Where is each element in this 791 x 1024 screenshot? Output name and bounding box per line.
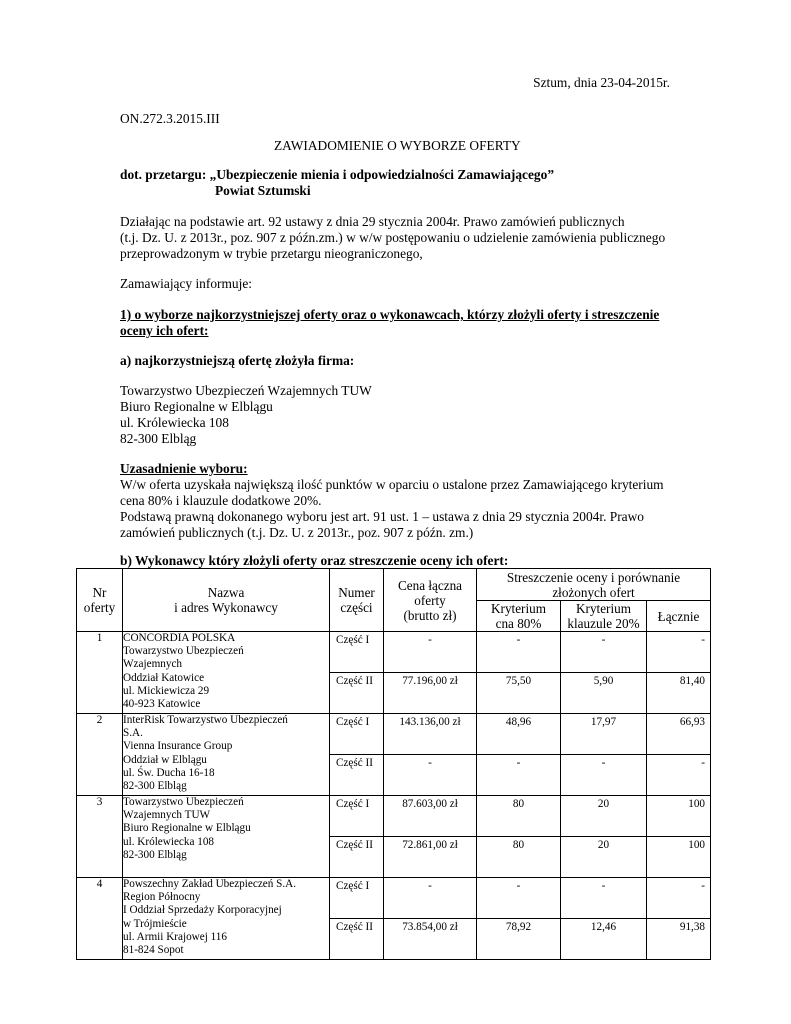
contractor-line: 82-300 Elbląg: [123, 848, 187, 861]
score-price: 78,92: [505, 921, 532, 933]
header-nr-line-2: oferty: [83, 600, 116, 615]
intro-line-1: Działając na podstawie art. 92 ustawy z dnia 29 stycznia 2004r. Prawo zamówień publicznych: [120, 214, 625, 229]
part-number: Część I: [336, 798, 370, 810]
contractor-line: Towarzystwo Ubezpieczeń: [123, 645, 244, 658]
justification-line: zamówień publicznych (t.j. Dz. U. z 2013r., poz. 907 z późn. zm.): [120, 525, 474, 540]
intro-line-3: przeprowadzonym w trybie przetargu nieograniczonego,: [120, 246, 423, 261]
offer-price: 143.136,00 zł: [399, 716, 461, 728]
contractor-line: w Trójmieście: [123, 917, 187, 930]
offer-price: 77.196,00 zł: [402, 675, 458, 687]
reference-number: ON.272.3.2015.III: [120, 111, 220, 126]
contractor-line: Oddział Katowice: [123, 671, 205, 684]
header-crit1-line-1: Kryterium: [491, 601, 546, 616]
offer-price: -: [428, 757, 432, 769]
header-price-line-1: Cena łączna: [397, 577, 463, 593]
contractor-line: 82-300 Elbląg: [123, 780, 187, 793]
part-number: Część I: [336, 634, 370, 646]
section-1-heading-line-1: 1) o wyborze najkorzystniejszej oferty oraz o wykonawcach, którzy złożyli oferty i streszczenie: [120, 307, 660, 322]
informs-text: Zamawiający informuje:: [120, 276, 252, 291]
header-part-number: [330, 569, 384, 632]
contractor-line: InterRisk Towarzystwo Ubezpieczeń: [123, 714, 288, 726]
contractor-line: Biuro Regionalne w Elblągu: [123, 822, 251, 835]
offer-price: -: [428, 880, 432, 892]
justification-line: W/w oferta uzyskała największą ilość punktów w oparciu o ustalone przez Zamawiającego kryterium: [120, 477, 664, 492]
contractor-line: Oddział w Elblągu: [123, 753, 207, 766]
score-price: 75,50: [505, 675, 532, 687]
header-contractor-name: [123, 569, 330, 632]
winner-address-line: ul. Królewiecka 108: [120, 415, 229, 430]
score-total: 81,40: [679, 675, 706, 687]
header-evaluation-summary: [477, 569, 711, 601]
score-total: -: [701, 634, 706, 646]
score-clauses: 20: [597, 798, 610, 810]
contractor-line: 81-824 Sopot: [123, 944, 184, 957]
contractor-line: Region Północny: [123, 891, 201, 904]
header-criterion-price: [477, 601, 561, 632]
contractor-line: Wzajemnych: [123, 658, 183, 671]
header-crit1-line-2: cna 80%: [495, 616, 542, 631]
contractor-line: CONCORDIA POLSKA: [123, 632, 236, 644]
part-number: Część I: [336, 880, 370, 892]
winner-address-line: 82-300 Elbląg: [120, 431, 197, 446]
header-summary-line-1: Streszczenie oceny i porównanie: [506, 569, 681, 585]
part-number: Część II: [336, 921, 373, 933]
score-clauses: -: [601, 634, 606, 646]
offer-price: 72.861,00 zł: [402, 839, 458, 851]
score-total: 100: [688, 839, 706, 851]
winner-address-line: Biuro Regionalne w Elblągu: [120, 399, 273, 414]
subject-line-1: dot. przetargu: „Ubezpieczenie mienia i odpowiedzialności Zamawiającego”: [120, 167, 555, 182]
intro-line-2: (t.j. Dz. U. z 2013r., poz. 907 z późn.zm.) w w/w postępowaniu o udzielenie zamówienia publicznego: [120, 230, 666, 245]
contractor-address: [123, 632, 330, 714]
section-b-heading: b) Wykonawcy który złożyli oferty oraz streszczenie oceny ich ofert:: [120, 553, 509, 568]
header-name-line-2: i adres Wykonawcy: [174, 600, 278, 615]
offer-number: 2: [77, 714, 123, 796]
contractor-line: S.A.: [123, 727, 143, 740]
header-total-score: Łącznie: [647, 601, 711, 632]
contractor-address: [123, 796, 330, 878]
offer-price: 87.603,00 zł: [402, 798, 458, 810]
contractor-line: Vienna Insurance Group: [123, 740, 233, 753]
offer-price: -: [428, 634, 432, 646]
score-price: 48,96: [505, 716, 532, 728]
contractor-line: Wzajemnych TUW: [123, 809, 211, 822]
place-date: Sztum, dnia 23-04-2015r.: [533, 75, 670, 90]
contractor-line: ul. Królewiecka 108: [123, 835, 215, 848]
score-clauses: 5,90: [593, 675, 614, 687]
header-price-line-3: (brutto zł): [403, 607, 457, 623]
justification-heading: Uzasadnienie wyboru:: [120, 461, 248, 476]
document-title: ZAWIADOMIENIE O WYBORZE OFERTY: [274, 138, 521, 153]
section-1-heading-line-2: oceny ich ofert:: [120, 323, 209, 338]
score-clauses: 12,46: [590, 921, 617, 933]
contractor-line: I Oddział Sprzedaży Korporacyjnej: [123, 904, 282, 917]
winner-address-line: Towarzystwo Ubezpieczeń Wzajemnych TUW: [120, 383, 372, 398]
header-name-line-1: Nazwa: [207, 585, 245, 600]
contractor-address: [123, 878, 330, 960]
score-price: 80: [512, 798, 525, 810]
table-row: [77, 714, 711, 755]
contractor-line: Powszechny Zakład Ubezpieczeń S.A.: [123, 878, 297, 890]
header-crit2-line-1: Kryterium: [576, 601, 631, 616]
part-number: Część II: [336, 675, 373, 687]
offers-table: [76, 568, 711, 960]
contractor-line: ul. Armii Krajowej 116: [123, 930, 227, 943]
header-part-line-1: Numer: [338, 585, 375, 600]
section-a-heading: a) najkorzystniejszą ofertę złożyła firma:: [120, 353, 355, 368]
score-total: 91,38: [679, 921, 706, 933]
score-clauses: -: [601, 880, 606, 892]
offer-number: 1: [77, 632, 123, 714]
header-nr-line-1: Nr: [92, 585, 107, 600]
score-total: 100: [688, 798, 706, 810]
contractor-line: ul. Mickiewicza 29: [123, 684, 210, 697]
header-total-price: [384, 569, 477, 632]
score-total: 66,93: [679, 716, 706, 728]
justification-line: Podstawą prawną dokonanego wyboru jest art. 91 ust. 1 – ustawa z dnia 29 stycznia 2004r. Prawo: [120, 509, 644, 524]
score-total: -: [701, 757, 706, 769]
score-price: -: [516, 757, 521, 769]
part-number: Część II: [336, 757, 373, 769]
offer-number: 3: [77, 796, 123, 878]
justification-line: cena 80% i klauzule dodatkowe 20%.: [120, 493, 322, 508]
table-row: [77, 632, 711, 673]
subject-line-2: Powiat Sztumski: [215, 183, 311, 198]
header-part-line-2: części: [340, 600, 373, 615]
score-price: -: [516, 634, 521, 646]
table-row: [77, 878, 711, 919]
score-price: -: [516, 880, 521, 892]
score-clauses: 17,97: [590, 716, 617, 728]
score-clauses: -: [601, 757, 606, 769]
header-criterion-clauses: [561, 601, 647, 632]
contractor-line: 40-923 Katowice: [123, 698, 201, 711]
part-number: Część II: [336, 839, 373, 851]
offer-price: 73.854,00 zł: [402, 921, 458, 933]
header-price-line-2: oferty: [414, 592, 446, 608]
header-crit2-line-2: klauzule 20%: [567, 616, 640, 631]
contractor-line: Towarzystwo Ubezpieczeń: [123, 796, 244, 808]
score-total: -: [701, 880, 706, 892]
header-summary-line-2: złożonych ofert: [552, 584, 635, 600]
offer-number: 4: [77, 878, 123, 960]
header-offer-number: [77, 569, 123, 632]
table-row: [77, 796, 711, 837]
contractor-address: [123, 714, 330, 796]
score-clauses: 20: [597, 839, 610, 851]
part-number: Część I: [336, 716, 370, 728]
contractor-line: ul. Św. Ducha 16-18: [123, 766, 215, 779]
score-price: 80: [512, 839, 525, 851]
